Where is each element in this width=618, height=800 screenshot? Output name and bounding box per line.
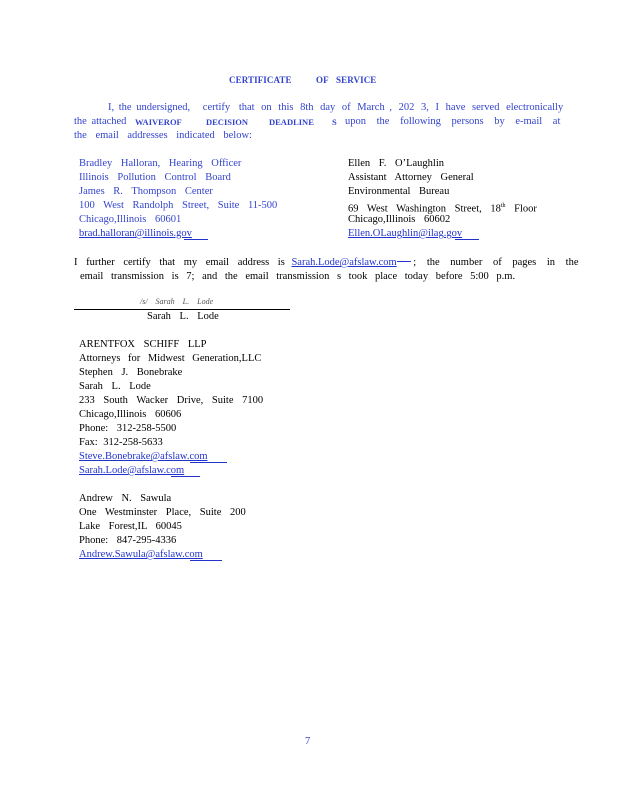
left-building: James R. Thompson Center (79, 186, 213, 197)
intro-served: , 202 3, I have served electronically (389, 102, 564, 113)
second-city: Lake Forest,IL 60045 (79, 521, 182, 532)
right-bureau: Environmental Bureau (348, 186, 450, 197)
firm-email2[interactable]: Sarah.Lode@afslaw.com (79, 465, 185, 476)
intro-line2 (74, 115, 126, 129)
intro-date: that on this 8th day of March (238, 102, 385, 113)
firm-atty1: Stephen J. Bonebrake (79, 367, 183, 378)
firm-phone: Phone: 312-258-5500 (79, 423, 177, 434)
left-org: Illinois Pollution Control Board (79, 172, 231, 183)
firm-role: Attorneys for Midwest Generation,LLC (79, 353, 262, 364)
title-of: OF (316, 75, 329, 85)
firm-atty2: Sarah L. Lode (79, 381, 151, 392)
right-email-rule (455, 239, 479, 240)
firm-fax: Fax: 312-258-5633 (79, 437, 163, 448)
intro-attached: the attached (74, 116, 127, 127)
title-service: SERVICE (336, 75, 377, 85)
firm-street: 233 South Wacker Drive, Suite 7100 (79, 395, 264, 406)
intro-certify: certify (202, 102, 231, 113)
firm-name: ARENTFOX SCHIFF LLP (79, 339, 207, 350)
right-email[interactable]: Ellen.OLaughlin@ilag.gov (348, 228, 463, 239)
signature-printed: Sarah L. Lode (147, 311, 219, 322)
firm-email1[interactable]: Steve.Bonebrake@afslaw.com (79, 451, 208, 462)
further-text-b: ; the number of pages in the (413, 257, 579, 268)
doc-title-s: S (332, 117, 337, 127)
firm-email2-rule (171, 476, 200, 477)
left-street: 100 West Randolph Street, Suite 11-500 (79, 200, 278, 211)
right-city: Chicago,Illinois 60602 (348, 214, 451, 225)
left-email[interactable]: brad.halloran@illinois.gov (79, 228, 192, 239)
second-phone: Phone: 847-295-4336 (79, 535, 177, 546)
signature-handwritten: /s/ Sarah L. Lode (140, 297, 214, 306)
left-email-rule (184, 239, 208, 240)
second-email[interactable]: Andrew.Sawula@afslaw.com (79, 549, 203, 560)
firm-email1-rule (190, 462, 227, 463)
further-email-rule (397, 261, 411, 262)
doc-title-deadline: DEADLINE (269, 117, 314, 127)
intro-undersigned: I, the undersigned, (108, 102, 191, 113)
further-email[interactable]: Sarah.Lode@afslaw.com (291, 257, 397, 268)
intro-line3: the email addresses indicated below: (74, 130, 252, 141)
right-name: Ellen F. O’Laughlin (348, 158, 445, 169)
doc-title-waiver: WAIVEROF (135, 117, 182, 127)
intro-line1 (108, 101, 564, 115)
left-name: Bradley Halloran, Hearing Officer (79, 158, 242, 169)
page-number: 7 (305, 736, 311, 747)
further-line1 (74, 256, 579, 270)
intro-upon: upon the following persons by e-mail at (345, 116, 561, 127)
doc-title-decision: DECISION (206, 117, 249, 127)
further-line2: email transmission is 7; and the email transmission s took place today before 5:00 p.m. (80, 271, 516, 282)
title-certificate: CERTIFICATE (229, 75, 292, 85)
right-street-sup: th (500, 203, 506, 209)
second-name: Andrew N. Sawula (79, 493, 172, 504)
second-street: One Westminster Place, Suite 200 (79, 507, 246, 518)
firm-city: Chicago,Illinois 60606 (79, 409, 182, 420)
further-text-a: I further certify that my email address is (74, 257, 285, 268)
right-street-main: 69 West Washington Street, 18 (348, 203, 501, 215)
right-title: Assistant Attorney General (348, 172, 474, 183)
left-city: Chicago,Illinois 60601 (79, 214, 182, 225)
second-email-rule (190, 560, 222, 561)
right-street-floor: Floor (514, 203, 537, 215)
